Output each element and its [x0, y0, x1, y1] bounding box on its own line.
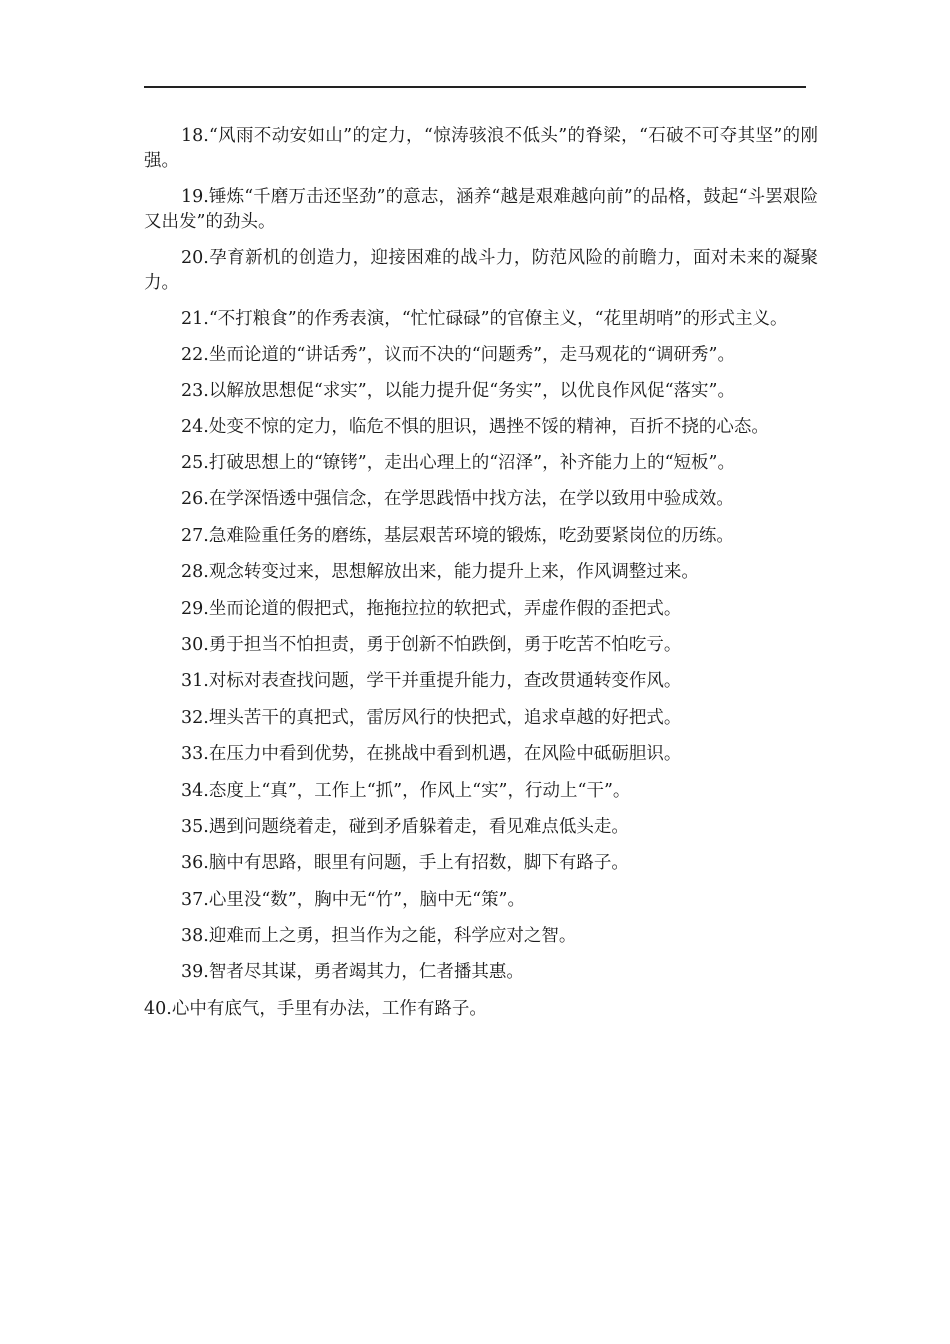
paragraph-31: 31.对标对表查找问题，学干并重提升能力，查改贯通转变作风。: [181, 671, 682, 692]
paragraph-26: 26.在学深悟透中强信念，在学思践悟中找方法，在学以致用中验成效。: [181, 489, 734, 510]
document-body: [144, 124, 818, 1033]
paragraph-18: 18.“风雨不动安如山”的定力，“惊涛骇浪不低头”的脊梁，“石破不可夺其坚”的刚强。: [144, 126, 818, 171]
paragraph-24: 24.处变不惊的定力，临危不惧的胆识，遇挫不馁的精神，百折不挠的心态。: [181, 417, 769, 437]
paragraph-40: 40.心中有底气，手里有办法，工作有路子。: [144, 998, 487, 1019]
paragraph-25: 25.打破思想上的“镣铐”，走出心理上的“沼泽”，补齐能力上的“短板”。: [181, 453, 736, 474]
paragraph-32: 32.埋头苦干的真把式，雷厉风行的快把式，追求卓越的好把式。: [181, 707, 682, 728]
paragraph-21: 21.“不打粮食”的作秀表演，“忙忙碌碌”的官僚主义，“花里胡哨”的形式主义。: [181, 309, 788, 329]
paragraph-37: 37.心里没“数”，胸中无“竹”，脑中无“策”。: [181, 889, 526, 910]
paragraph-29: 29.坐而论道的假把式，拖拖拉拉的软把式，弄虚作假的歪把式。: [181, 598, 682, 619]
paragraph-36: 36.脑中有思路，眼里有问题，手上有招数，脚下有路子。: [181, 853, 629, 874]
paragraph-38: 38.迎难而上之勇，担当作为之能，科学应对之智。: [181, 926, 577, 947]
paragraph-34: 34.态度上“真”，工作上“抓”，作风上“实”，行动上“干”。: [181, 780, 631, 801]
paragraph-35: 35.遇到问题绕着走，碰到矛盾躲着走，看见难点低头走。: [181, 816, 629, 837]
paragraph-27: 27.急难险重任务的磨练，基层艰苦环境的锻炼，吃劲要紧岗位的历练。: [181, 525, 734, 546]
paragraph-22: 22.坐而论道的“讲话秀”，议而不决的“问题秀”，走马观花的“调研秀”。: [181, 345, 736, 365]
header-rule: [144, 86, 806, 88]
paragraph-33: 33.在压力中看到优势，在挑战中看到机遇，在风险中砥砺胆识。: [181, 744, 682, 765]
paragraph-19: 19.锤炼“千磨万击还坚劲”的意志，涵养“越是艰难越向前”的品格，鼓起“斗罢艰险又出发”的劲头。: [144, 187, 818, 232]
paragraph-39: 39.智者尽其谋，勇者竭其力，仁者播其惠。: [181, 962, 524, 983]
paragraph-30: 30.勇于担当不怕担责，勇于创新不怕跌倒，勇于吃苦不怕吃亏。: [181, 634, 682, 655]
paragraph-20: 20.孕育新机的创造力，迎接困难的战斗力，防范风险的前瞻力，面对未来的凝聚力。: [144, 248, 818, 293]
paragraph-28: 28.观念转变过来，思想解放出来，能力提升上来，作风调整过来。: [181, 562, 699, 583]
paragraph-23: 23.以解放思想促“求实”，以能力提升促“务实”，以优良作风促“落实”。: [181, 381, 736, 401]
